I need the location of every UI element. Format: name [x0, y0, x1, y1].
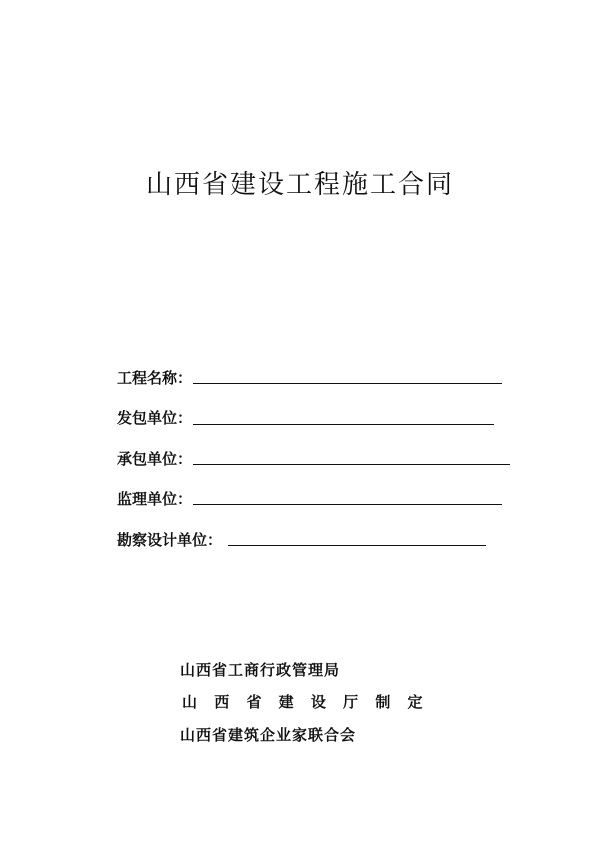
field-label-contractor: 承包单位：: [117, 450, 193, 468]
field-blank-line-contractor: [193, 464, 510, 465]
field-blank-line-supervisor: [193, 504, 502, 505]
issuer-construction-entrepreneurs-association: 山西省建筑企业家联合会: [180, 726, 357, 744]
issuer-construction-department: 山 西 省 建 设 厅 制 定: [182, 693, 424, 711]
field-label-supervisor: 监理单位：: [117, 490, 193, 508]
field-label-employer: 发包单位：: [117, 409, 193, 427]
field-blank-line-project-name: [193, 383, 502, 384]
issuer-industry-commerce-bureau: 山西省工商行政管理局: [180, 661, 341, 679]
field-blank-line-survey-design-unit: [228, 545, 486, 546]
document-title: 山西省建设工程施工合同: [146, 170, 455, 200]
field-label-project-name: 工程名称：: [117, 369, 193, 387]
field-label-survey-design-unit: 勘察设计单位：: [117, 531, 223, 549]
field-blank-line-employer: [193, 424, 494, 425]
